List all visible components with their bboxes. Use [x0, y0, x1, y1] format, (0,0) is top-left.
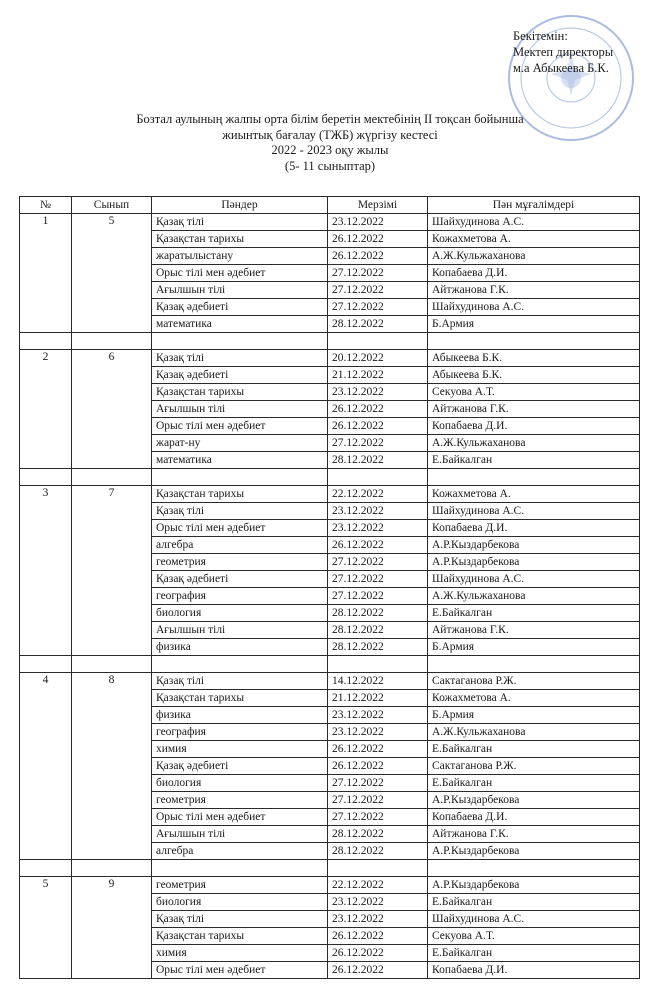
date-cell: 14.12.2022 — [328, 673, 428, 690]
teacher-cell: А.Р.Кыздарбекова — [428, 537, 640, 554]
approval-line-2: Мектеп директоры — [513, 45, 614, 59]
spacer-cell — [152, 333, 328, 350]
spacer-cell — [72, 469, 152, 486]
spacer-cell — [20, 656, 72, 673]
spacer-cell — [428, 469, 640, 486]
date-cell: 21.12.2022 — [328, 690, 428, 707]
teacher-cell: Секуова А.Т. — [428, 384, 640, 401]
date-cell: 27.12.2022 — [328, 265, 428, 282]
subject-cell: Ағылшын тілі — [152, 622, 328, 639]
row-number: 5 — [20, 877, 72, 979]
date-cell: 28.12.2022 — [328, 639, 428, 656]
title-line-3: 2022 - 2023 оқу жылы — [271, 143, 389, 157]
subject-cell: алгебра — [152, 537, 328, 554]
group-spacer-row — [20, 469, 640, 486]
subject-cell: биология — [152, 894, 328, 911]
row-number: 1 — [20, 214, 72, 333]
subject-cell: химия — [152, 741, 328, 758]
subject-cell: Қазақ әдебиеті — [152, 758, 328, 775]
approval-block — [513, 28, 613, 76]
grade-cell: 6 — [72, 350, 152, 469]
teacher-cell: А.Р.Кыздарбекова — [428, 843, 640, 860]
subject-cell: алгебра — [152, 843, 328, 860]
subject-cell: Қазақстан тарихы — [152, 928, 328, 945]
subject-cell: Қазақстан тарихы — [152, 384, 328, 401]
date-cell: 28.12.2022 — [328, 605, 428, 622]
header-teachers: Пән мұғалімдері — [428, 197, 640, 214]
date-cell: 26.12.2022 — [328, 758, 428, 775]
teacher-cell: Айтжанова Г.К. — [428, 282, 640, 299]
date-cell: 23.12.2022 — [328, 894, 428, 911]
spacer-cell — [428, 860, 640, 877]
spacer-cell — [152, 860, 328, 877]
spacer-cell — [428, 656, 640, 673]
assessment-schedule-table — [19, 196, 640, 979]
date-cell: 26.12.2022 — [328, 741, 428, 758]
subject-cell: биология — [152, 605, 328, 622]
teacher-cell: Абыкеева Б.К. — [428, 367, 640, 384]
subject-cell: Қазақстан тарихы — [152, 690, 328, 707]
date-cell: 27.12.2022 — [328, 792, 428, 809]
grade-cell: 8 — [72, 673, 152, 860]
teacher-cell: Е.Байкалган — [428, 894, 640, 911]
date-cell: 28.12.2022 — [328, 452, 428, 469]
subject-cell: геометрия — [152, 554, 328, 571]
teacher-cell: Б.Армия — [428, 639, 640, 656]
subject-cell: Қазақстан тарихы — [152, 486, 328, 503]
table-row — [20, 486, 640, 503]
subject-cell: Қазақ тілі — [152, 214, 328, 231]
subject-cell: Қазақстан тарихы — [152, 231, 328, 248]
subject-cell: география — [152, 724, 328, 741]
subject-cell: математика — [152, 316, 328, 333]
teacher-cell: Б.Армия — [428, 316, 640, 333]
teacher-cell: Копабаева Д.И. — [428, 520, 640, 537]
subject-cell: физика — [152, 639, 328, 656]
date-cell: 23.12.2022 — [328, 520, 428, 537]
teacher-cell: Шайхудинова А.С. — [428, 214, 640, 231]
subject-cell: Орыс тілі мен әдебиет — [152, 265, 328, 282]
table-row — [20, 877, 640, 894]
row-number: 2 — [20, 350, 72, 469]
date-cell: 28.12.2022 — [328, 826, 428, 843]
approval-line-1: Бекітемін: — [513, 29, 568, 43]
subject-cell: химия — [152, 945, 328, 962]
title-line-1: Бозтал аулының жалпы орта білім беретін мектебінің II тоқсан бойынша — [136, 112, 524, 126]
grade-cell: 5 — [72, 214, 152, 333]
date-cell: 28.12.2022 — [328, 843, 428, 860]
grade-cell: 7 — [72, 486, 152, 656]
subject-cell: Ағылшын тілі — [152, 282, 328, 299]
date-cell: 26.12.2022 — [328, 231, 428, 248]
teacher-cell: А.Ж.Кульжаханова — [428, 435, 640, 452]
subject-cell: Қазақ тілі — [152, 503, 328, 520]
date-cell: 26.12.2022 — [328, 401, 428, 418]
teacher-cell: Е.Байкалган — [428, 945, 640, 962]
teacher-cell: Кожахметова А. — [428, 231, 640, 248]
date-cell: 22.12.2022 — [328, 877, 428, 894]
teacher-cell: Абыкеева Б.К. — [428, 350, 640, 367]
header-subjects: Пәндер — [152, 197, 328, 214]
teacher-cell: Шайхудинова А.С. — [428, 503, 640, 520]
teacher-cell: Е.Байкалган — [428, 605, 640, 622]
header-number: № — [20, 197, 72, 214]
teacher-cell: Айтжанова Г.К. — [428, 622, 640, 639]
teacher-cell: Копабаева Д.И. — [428, 962, 640, 979]
subject-cell: Ағылшын тілі — [152, 401, 328, 418]
subject-cell: Ағылшын тілі — [152, 826, 328, 843]
teacher-cell: Секуова А.Т. — [428, 928, 640, 945]
date-cell: 23.12.2022 — [328, 214, 428, 231]
teacher-cell: А.Ж.Кульжаханова — [428, 588, 640, 605]
date-cell: 28.12.2022 — [328, 316, 428, 333]
teacher-cell: Сактаганова Р.Ж. — [428, 758, 640, 775]
table-row — [20, 350, 640, 367]
teacher-cell: Кожахметова А. — [428, 690, 640, 707]
spacer-cell — [328, 656, 428, 673]
date-cell: 27.12.2022 — [328, 571, 428, 588]
subject-cell: Орыс тілі мен әдебиет — [152, 418, 328, 435]
subject-cell: Қазақ әдебиеті — [152, 299, 328, 316]
teacher-cell: А.Ж.Кульжаханова — [428, 248, 640, 265]
spacer-cell — [72, 656, 152, 673]
subject-cell: Қазақ тілі — [152, 350, 328, 367]
subject-cell: геометрия — [152, 877, 328, 894]
subject-cell: Орыс тілі мен әдебиет — [152, 962, 328, 979]
group-spacer-row — [20, 333, 640, 350]
teacher-cell: Кожахметова А. — [428, 486, 640, 503]
table-row — [20, 214, 640, 231]
subject-cell: биология — [152, 775, 328, 792]
spacer-cell — [20, 860, 72, 877]
subject-cell: Қазақ тілі — [152, 911, 328, 928]
date-cell: 23.12.2022 — [328, 707, 428, 724]
teacher-cell: Сактаганова Р.Ж. — [428, 673, 640, 690]
spacer-cell — [328, 333, 428, 350]
teacher-cell: Шайхудинова А.С. — [428, 911, 640, 928]
date-cell: 26.12.2022 — [328, 537, 428, 554]
subject-cell: Орыс тілі мен әдебиет — [152, 809, 328, 826]
teacher-cell: А.Р.Кыздарбекова — [428, 792, 640, 809]
subject-cell: Қазақ тілі — [152, 673, 328, 690]
table-row — [20, 673, 640, 690]
subject-cell: жаратылыстану — [152, 248, 328, 265]
spacer-cell — [72, 860, 152, 877]
spacer-cell — [20, 469, 72, 486]
table-header-row — [20, 197, 640, 214]
date-cell: 22.12.2022 — [328, 486, 428, 503]
row-number: 4 — [20, 673, 72, 860]
date-cell: 21.12.2022 — [328, 367, 428, 384]
subject-cell: Қазақ әдебиеті — [152, 367, 328, 384]
teacher-cell: Е.Байкалган — [428, 741, 640, 758]
spacer-cell — [428, 333, 640, 350]
date-cell: 23.12.2022 — [328, 384, 428, 401]
subject-cell: география — [152, 588, 328, 605]
spacer-cell — [72, 333, 152, 350]
title-line-4: (5- 11 сыныптар) — [284, 158, 376, 173]
teacher-cell: А.Р.Кыздарбекова — [428, 877, 640, 894]
subject-cell: физика — [152, 707, 328, 724]
teacher-cell: Е.Байкалган — [428, 452, 640, 469]
document-title — [90, 112, 570, 174]
teacher-cell: Копабаева Д.И. — [428, 418, 640, 435]
grade-cell: 9 — [72, 877, 152, 979]
date-cell: 23.12.2022 — [328, 911, 428, 928]
teacher-cell: Копабаева Д.И. — [428, 265, 640, 282]
date-cell: 27.12.2022 — [328, 282, 428, 299]
group-spacer-row — [20, 656, 640, 673]
date-cell: 26.12.2022 — [328, 928, 428, 945]
subject-cell: геометрия — [152, 792, 328, 809]
teacher-cell: Б.Армия — [428, 707, 640, 724]
teacher-cell: Шайхудинова А.С. — [428, 571, 640, 588]
spacer-cell — [20, 333, 72, 350]
teacher-cell: Айтжанова Г.К. — [428, 401, 640, 418]
title-line-2: жиынтық бағалау (ТЖБ) жүргізу кестесі — [222, 127, 438, 142]
subject-cell: Қазақ әдебиеті — [152, 571, 328, 588]
teacher-cell: Е.Байкалган — [428, 775, 640, 792]
date-cell: 20.12.2022 — [328, 350, 428, 367]
date-cell: 26.12.2022 — [328, 248, 428, 265]
date-cell: 27.12.2022 — [328, 435, 428, 452]
date-cell: 27.12.2022 — [328, 809, 428, 826]
subject-cell: Орыс тілі мен әдебиет — [152, 520, 328, 537]
group-spacer-row — [20, 860, 640, 877]
subject-cell: математика — [152, 452, 328, 469]
teacher-cell: Шайхудинова А.С. — [428, 299, 640, 316]
teacher-cell: А.Р.Кыздарбекова — [428, 554, 640, 571]
date-cell: 26.12.2022 — [328, 945, 428, 962]
row-number: 3 — [20, 486, 72, 656]
teacher-cell: Копабаева Д.И. — [428, 809, 640, 826]
spacer-cell — [328, 860, 428, 877]
date-cell: 27.12.2022 — [328, 299, 428, 316]
teacher-cell: Айтжанова Г.К. — [428, 826, 640, 843]
date-cell: 23.12.2022 — [328, 724, 428, 741]
teacher-cell: А.Ж.Кульжаханова — [428, 724, 640, 741]
spacer-cell — [152, 469, 328, 486]
date-cell: 27.12.2022 — [328, 588, 428, 605]
date-cell: 23.12.2022 — [328, 503, 428, 520]
spacer-cell — [328, 469, 428, 486]
date-cell: 28.12.2022 — [328, 622, 428, 639]
date-cell: 26.12.2022 — [328, 418, 428, 435]
header-date: Мерзімі — [328, 197, 428, 214]
header-grade: Сынып — [72, 197, 152, 214]
date-cell: 27.12.2022 — [328, 554, 428, 571]
date-cell: 27.12.2022 — [328, 775, 428, 792]
table-body — [20, 214, 640, 979]
subject-cell: жарат-ну — [152, 435, 328, 452]
date-cell: 26.12.2022 — [328, 962, 428, 979]
approval-line-3: м.а Абыкеева Б.К. — [513, 61, 609, 75]
spacer-cell — [152, 656, 328, 673]
